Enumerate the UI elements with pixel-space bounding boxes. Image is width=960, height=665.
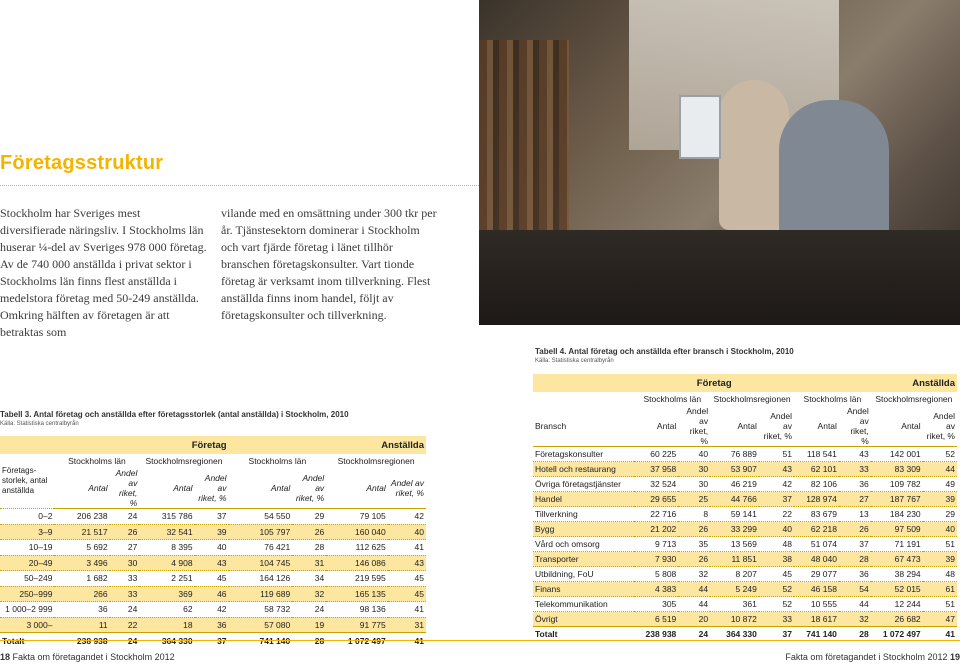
table3-col-antal: Antal	[229, 468, 293, 509]
table-cell: 32	[292, 586, 326, 602]
table-cell: 52	[923, 447, 957, 462]
total-cell: 37	[195, 633, 229, 649]
table-cell: 57 080	[229, 617, 293, 633]
table-row	[533, 612, 957, 627]
table-cell: 21 517	[54, 524, 109, 540]
table-row	[533, 597, 957, 612]
table-cell: 34	[292, 571, 326, 587]
row-label: Hotell och restaurang	[533, 462, 634, 477]
table-cell: 28	[292, 540, 326, 556]
table-cell: 44	[839, 597, 871, 612]
total-cell: 41	[388, 633, 426, 649]
table-cell: 33	[839, 462, 871, 477]
table-cell: 52	[759, 597, 794, 612]
row-label: 0–2	[0, 509, 54, 525]
table4-caption: Tabell 4. Antal företag och anställda efter bransch i Stockholm, 2010	[535, 347, 794, 356]
table-row	[533, 552, 957, 567]
table-cell: 46 219	[710, 477, 759, 492]
table-cell: 79 105	[326, 509, 388, 525]
table-cell: 43	[195, 555, 229, 571]
table-cell: 26 682	[871, 612, 923, 627]
table-cell: 104 745	[229, 555, 293, 571]
bookshelf-shape	[479, 40, 569, 240]
footer-divider	[0, 640, 960, 641]
table-cell: 46 158	[794, 582, 839, 597]
table-cell: 49	[923, 477, 957, 492]
table-cell: 51	[759, 447, 794, 462]
table3-col-andel: Andel av riket, %	[110, 468, 140, 509]
table-cell: 40	[759, 522, 794, 537]
table-cell: 32 541	[139, 524, 194, 540]
table4-sub-lan-2: Stockholms län	[803, 394, 862, 404]
title-divider	[0, 185, 479, 186]
table3-sub-region: Stockholmsregionen	[145, 456, 223, 466]
table-cell: 33	[110, 571, 140, 587]
intro-column-2: vilande med en omsättning under 300 tkr per år. Tjänstesektorn dominerar i Stockholm och vart fjärde företag i länet tillhör branschen företagskonsulter. Vart tionde företag är verksamt inom tillverkning. Flest anställda finns inom handel, följt av företagskonsulter och tillverkning.	[221, 206, 437, 322]
table-cell: 21 202	[634, 522, 678, 537]
table-row	[0, 509, 426, 525]
table-row	[533, 492, 957, 507]
row-label: 10–19	[0, 540, 54, 556]
table-cell: 1 682	[54, 571, 109, 587]
table-cell: 30	[678, 477, 710, 492]
table-cell: 40	[678, 447, 710, 462]
page-number-left: 18	[0, 652, 11, 662]
table-cell: 24	[292, 602, 326, 618]
office-photo	[479, 0, 960, 325]
table-cell: 22	[759, 507, 794, 522]
table4	[533, 374, 957, 642]
row-label: 250–999	[0, 586, 54, 602]
table3-col-andel: Andel av riket, %	[195, 468, 229, 509]
table-cell: 4 908	[139, 555, 194, 571]
table-cell: 369	[139, 586, 194, 602]
table-cell: 11	[54, 617, 109, 633]
table-cell: 26	[839, 522, 871, 537]
table4-group-foretag: Företag	[696, 377, 732, 389]
table-cell: 52	[759, 582, 794, 597]
table-cell: 2 251	[139, 571, 194, 587]
table-cell: 36	[195, 617, 229, 633]
table-cell: 5 808	[634, 567, 678, 582]
row-label: 3–9	[0, 524, 54, 540]
table-cell: 37	[839, 537, 871, 552]
table-cell: 29	[292, 509, 326, 525]
table-cell: 35	[678, 537, 710, 552]
table3-sub-region-2: Stockholmsregionen	[337, 456, 415, 466]
table-cell: 48 040	[794, 552, 839, 567]
table3	[0, 436, 426, 648]
table-cell: 29 077	[794, 567, 839, 582]
table-cell: 54	[839, 582, 871, 597]
table-cell: 47	[923, 612, 957, 627]
table-cell: 142 001	[871, 447, 923, 462]
table-cell: 43	[388, 555, 426, 571]
table-cell: 266	[54, 586, 109, 602]
table-cell: 24	[110, 509, 140, 525]
row-label: Transporter	[533, 552, 634, 567]
table-cell: 39	[923, 492, 957, 507]
table-cell: 13 569	[710, 537, 759, 552]
table-cell: 28	[839, 552, 871, 567]
total-cell: 28	[839, 627, 871, 642]
table-row	[0, 602, 426, 618]
table-cell: 48	[923, 567, 957, 582]
table-cell: 67 473	[871, 552, 923, 567]
desk-shape	[479, 230, 960, 325]
row-label: Bygg	[533, 522, 634, 537]
table-cell: 26	[292, 524, 326, 540]
table-cell: 8 207	[710, 567, 759, 582]
table3-source: Källa: Statistiska centralbyrån	[0, 421, 79, 427]
table4-col-andel: Andel av riket, %	[759, 406, 794, 447]
table-cell: 44	[678, 582, 710, 597]
table-cell: 112 625	[326, 540, 388, 556]
table3-col-antal: Antal	[326, 468, 388, 509]
table4-group-anstallda: Anställda	[912, 377, 955, 389]
row-label: Telekommunikation	[533, 597, 634, 612]
table-cell: 10 872	[710, 612, 759, 627]
table-cell: 54 550	[229, 509, 293, 525]
table4-col-antal: Antal	[634, 406, 678, 447]
table-row	[533, 477, 957, 492]
table-cell: 39	[923, 552, 957, 567]
footer-right-text: Fakta om företagandet i Stockholm 2012	[785, 652, 948, 662]
table3-caption: Tabell 3. Antal företag och anställda efter företagsstorlek (antal anställda) i Stockholm, 2010	[0, 410, 349, 419]
table-cell: 26	[110, 524, 140, 540]
table4-col-andel: Andel av riket, %	[839, 406, 871, 447]
table-cell: 184 230	[871, 507, 923, 522]
table-cell: 5 692	[54, 540, 109, 556]
total-cell: 238 938	[54, 633, 109, 649]
table4-col-antal: Antal	[710, 406, 759, 447]
table4-col-antal: Antal	[794, 406, 839, 447]
table-cell: 36	[54, 602, 109, 618]
table-cell: 58 732	[229, 602, 293, 618]
table-row	[533, 507, 957, 522]
table-cell: 29 655	[634, 492, 678, 507]
table-cell: 71 191	[871, 537, 923, 552]
table-cell: 46	[195, 586, 229, 602]
table-cell: 32 524	[634, 477, 678, 492]
table-cell: 26	[678, 552, 710, 567]
table-cell: 38	[759, 552, 794, 567]
table-row	[0, 540, 426, 556]
table-row	[533, 462, 957, 477]
table-cell: 44	[923, 462, 957, 477]
table-cell: 39	[195, 524, 229, 540]
table-cell: 10 555	[794, 597, 839, 612]
table-cell: 20	[678, 612, 710, 627]
table-cell: 19	[292, 617, 326, 633]
table-cell: 52 015	[871, 582, 923, 597]
table-cell: 219 595	[326, 571, 388, 587]
table-cell: 37	[759, 492, 794, 507]
total-cell: 364 330	[710, 627, 759, 642]
table-cell: 164 126	[229, 571, 293, 587]
monitor-shape	[679, 95, 721, 159]
table-cell: 62	[139, 602, 194, 618]
table-cell: 42	[759, 477, 794, 492]
table-row	[533, 582, 957, 597]
total-cell: 741 140	[229, 633, 293, 649]
row-label: Företagskonsulter	[533, 447, 634, 462]
table-cell: 62 101	[794, 462, 839, 477]
table4-col-andel: Andel av riket, %	[678, 406, 710, 447]
table-cell: 315 786	[139, 509, 194, 525]
table-cell: 27	[839, 492, 871, 507]
table-cell: 146 086	[326, 555, 388, 571]
footer-right	[785, 652, 960, 662]
table4-rowhead: Bransch	[533, 406, 634, 447]
total-cell: 741 140	[794, 627, 839, 642]
total-cell: 1 072 497	[871, 627, 923, 642]
table-row	[0, 617, 426, 633]
table-cell: 45	[388, 571, 426, 587]
table-cell: 128 974	[794, 492, 839, 507]
table-cell: 22	[110, 617, 140, 633]
table-cell: 51	[923, 537, 957, 552]
row-label: Utbildning, FoU	[533, 567, 634, 582]
table-cell: 76 889	[710, 447, 759, 462]
table-cell: 98 136	[326, 602, 388, 618]
table3-rowhead: Företags- storlek, antal anställda	[2, 466, 48, 495]
total-cell: 41	[923, 627, 957, 642]
table-cell: 31	[388, 617, 426, 633]
total-cell: 24	[678, 627, 710, 642]
table-cell: 38 294	[871, 567, 923, 582]
table-cell: 82 106	[794, 477, 839, 492]
table-cell: 40	[388, 524, 426, 540]
total-cell: 238 938	[634, 627, 678, 642]
total-cell: 1 072 497	[326, 633, 388, 649]
table-cell: 29	[923, 507, 957, 522]
table-cell: 62 218	[794, 522, 839, 537]
table-cell: 91 775	[326, 617, 388, 633]
row-label: 3 000–	[0, 617, 54, 633]
table4-sub-lan: Stockholms län	[643, 394, 702, 404]
table3-col-antal: Antal	[54, 468, 109, 509]
table-cell: 83 309	[871, 462, 923, 477]
row-label: Tillverkning	[533, 507, 634, 522]
table-cell: 32	[839, 612, 871, 627]
total-label: Totalt	[0, 633, 54, 649]
table-cell: 40	[923, 522, 957, 537]
table-cell: 30	[110, 555, 140, 571]
table-cell: 42	[195, 602, 229, 618]
row-label: Finans	[533, 582, 634, 597]
table-cell: 12 244	[871, 597, 923, 612]
table-cell: 26	[678, 522, 710, 537]
table-row	[533, 522, 957, 537]
footer-left-text: Fakta om företagandet i Stockholm 2012	[12, 652, 175, 662]
table3-sub-lan: Stockholms län	[68, 456, 126, 466]
row-label: Övriga företagstjänster	[533, 477, 634, 492]
table-cell: 361	[710, 597, 759, 612]
table-cell: 5 249	[710, 582, 759, 597]
table-cell: 51 074	[794, 537, 839, 552]
table-row	[0, 571, 426, 587]
table-cell: 33 299	[710, 522, 759, 537]
table-cell: 13	[839, 507, 871, 522]
table-cell: 8 395	[139, 540, 194, 556]
table-cell: 37 958	[634, 462, 678, 477]
table4-sub-region: Stockholmsregionen	[713, 394, 791, 404]
row-label: Handel	[533, 492, 634, 507]
table3-sub-lan-2: Stockholms län	[248, 456, 307, 466]
total-cell: 364 330	[139, 633, 194, 649]
table-cell: 41	[388, 602, 426, 618]
row-label: Övrigt	[533, 612, 634, 627]
table-cell: 105 797	[229, 524, 293, 540]
table-cell: 44 766	[710, 492, 759, 507]
total-cell: 24	[110, 633, 140, 649]
table4-col-antal: Antal	[871, 406, 923, 447]
table-cell: 36	[839, 477, 871, 492]
table-cell: 59 141	[710, 507, 759, 522]
table-cell: 44	[678, 597, 710, 612]
table-cell: 18	[139, 617, 194, 633]
table-cell: 41	[388, 540, 426, 556]
table3-group-foretag: Företag	[191, 439, 227, 451]
table-cell: 40	[195, 540, 229, 556]
total-cell: 37	[759, 627, 794, 642]
table3-col-andel: Andel av riket, %	[388, 468, 426, 509]
table-cell: 3 496	[54, 555, 109, 571]
table-cell: 61	[923, 582, 957, 597]
table-cell: 33	[759, 612, 794, 627]
page-number-right: 19	[949, 652, 960, 662]
total-cell: 28	[292, 633, 326, 649]
row-label: 20–49	[0, 555, 54, 571]
table-cell: 119 689	[229, 586, 293, 602]
table-cell: 45	[759, 567, 794, 582]
table-cell: 51	[923, 597, 957, 612]
table-row	[533, 567, 957, 582]
table-cell: 24	[110, 602, 140, 618]
table-cell: 33	[110, 586, 140, 602]
table-cell: 42	[388, 509, 426, 525]
table-cell: 109 782	[871, 477, 923, 492]
table4-sub-region-2: Stockholmsregionen	[875, 394, 953, 404]
table-cell: 165 135	[326, 586, 388, 602]
table-cell: 6 519	[634, 612, 678, 627]
table-row	[0, 524, 426, 540]
table-cell: 31	[292, 555, 326, 571]
table-cell: 97 509	[871, 522, 923, 537]
table-cell: 11 851	[710, 552, 759, 567]
row-label: 1 000–2 999	[0, 602, 54, 618]
table-cell: 187 767	[871, 492, 923, 507]
table-cell: 45	[195, 571, 229, 587]
table3-col-andel: Andel av riket, %	[292, 468, 326, 509]
table-cell: 25	[678, 492, 710, 507]
table-cell: 118 541	[794, 447, 839, 462]
footer-left	[0, 652, 175, 662]
table-cell: 37	[195, 509, 229, 525]
table-cell: 22 716	[634, 507, 678, 522]
table-row	[533, 447, 957, 462]
table-cell: 76 421	[229, 540, 293, 556]
table3-col-antal: Antal	[139, 468, 194, 509]
table-cell: 43	[759, 462, 794, 477]
table-row	[0, 555, 426, 571]
table-cell: 45	[388, 586, 426, 602]
intro-column-1: Stockholm har Sveriges mest diversifierade näringsliv. I Stockholms län huserar ¼-del av Sveriges 978 000 företag. Av de 740 000 anställda i privat sektor i Stockholms län finns flest anställda i medelstora företag med 50-249 anställda. Omkring hälften av företagen är att betraktas som	[0, 206, 207, 339]
table-row	[533, 537, 957, 552]
table-cell: 48	[759, 537, 794, 552]
table-cell: 30	[678, 462, 710, 477]
table-cell: 32	[678, 567, 710, 582]
table-cell: 160 040	[326, 524, 388, 540]
table-cell: 305	[634, 597, 678, 612]
table-cell: 9 713	[634, 537, 678, 552]
table-cell: 60 225	[634, 447, 678, 462]
row-label: Vård och omsorg	[533, 537, 634, 552]
table-cell: 27	[110, 540, 140, 556]
table4-col-andel: Andel av riket, %	[923, 406, 957, 447]
table4-source: Källa: Statistiska centralbyrån	[535, 358, 614, 364]
table-cell: 7 930	[634, 552, 678, 567]
table3-group-anstallda: Anställda	[381, 439, 424, 451]
table-cell: 18 617	[794, 612, 839, 627]
person-man-shape	[779, 100, 889, 240]
table-cell: 83 679	[794, 507, 839, 522]
table-cell: 53 907	[710, 462, 759, 477]
table-cell: 43	[839, 447, 871, 462]
table-cell: 36	[839, 567, 871, 582]
total-label: Totalt	[533, 627, 634, 642]
table-cell: 206 238	[54, 509, 109, 525]
table-cell: 4 383	[634, 582, 678, 597]
row-label: 50–249	[0, 571, 54, 587]
table-row	[0, 586, 426, 602]
page-title: Företagsstruktur	[0, 152, 164, 174]
table-cell: 8	[678, 507, 710, 522]
